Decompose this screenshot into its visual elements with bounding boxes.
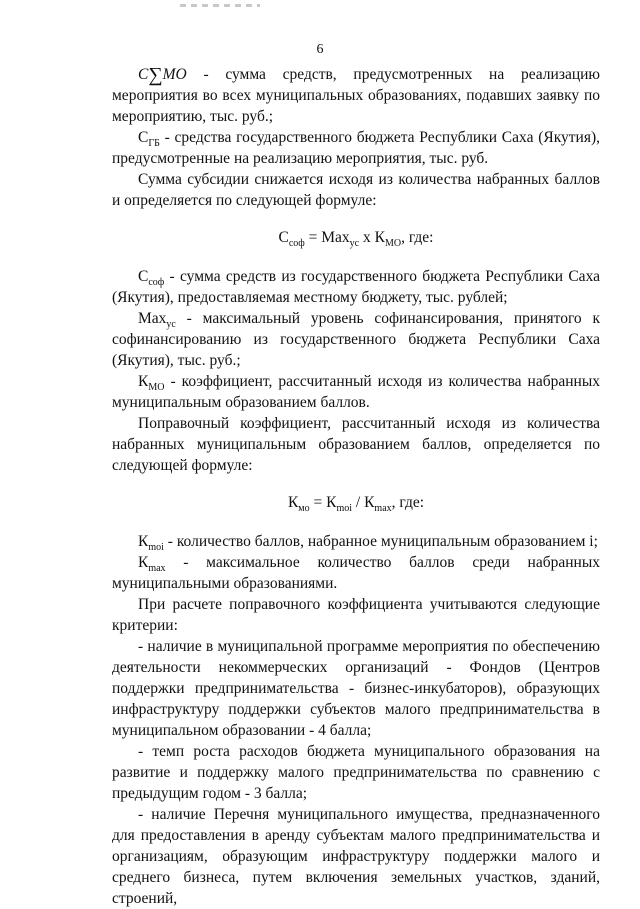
paragraph-csum-mo — [112, 64, 600, 127]
formula-part: = К — [309, 494, 337, 511]
paragraph-criteria-intro: При расчете поправочного коэффициента учитываются следующие критерии: — [112, 596, 600, 634]
document-body — [112, 64, 600, 909]
subscript: мо — [298, 503, 310, 515]
scan-artifact — [180, 4, 260, 7]
subscript: moi — [148, 542, 164, 554]
subscript: ус — [166, 319, 176, 331]
paragraph-text: - сумма средств, предусмотренных на реализацию мероприятия во всех муниципальных образованиях, подавших заявку по мероприятию, тыс. руб.; — [112, 66, 600, 125]
paragraph-criterion-1: - наличие в муниципальной программе мероприятия по обеспечению деятельности некоммерческих организаций - Фондов (Центров поддержки предпринимательства - бизнес-инкубаторов), образующих инфраструктуру поддержки субъектов малого предпринимательства в муниципальном образовании - 4 балла; — [112, 638, 600, 739]
formula-part: x К — [359, 229, 385, 246]
paragraph-maxus-def — [112, 308, 600, 371]
formula-part: , где: — [401, 229, 434, 246]
paragraph-kmoi-def — [112, 531, 600, 552]
formula-part: С — [278, 229, 289, 246]
paragraph-text: - максимальное количество баллов среди набранных муниципальными образованиями. — [112, 554, 600, 592]
formula-part: = Max — [304, 229, 350, 246]
formula-csof — [112, 227, 600, 248]
paragraph-correction-coef: Поправочный коэффициент, рассчитанный исходя из количества набранных муниципальным образованием баллов, определяется по следующей формуле: — [112, 415, 600, 474]
symbol: С — [138, 129, 149, 146]
paragraph-criterion-3: - наличие Перечня муниципального имущества, предназначенного для предоставления в аренду субъектам малого предпринимательства и организациям, образующим инфраструктуру поддержки малого и среднего бизнеса, путем включения земельных участков, зданий, строений, — [112, 806, 600, 907]
subscript: moi — [336, 503, 353, 515]
subscript: соф — [148, 277, 165, 289]
subscript: max — [374, 503, 392, 515]
subscript: МО — [148, 382, 165, 394]
formula-part: К — [287, 494, 299, 511]
paragraph-text: - коэффициент, рассчитанный исходя из количества набранных муниципальным образованием баллов. — [112, 373, 600, 411]
symbol: С — [138, 268, 149, 285]
symbol: К — [138, 373, 149, 390]
subscript: max — [148, 563, 166, 575]
formula-part: , где: — [391, 494, 425, 511]
symbol: C — [138, 66, 149, 83]
formula-part: / К — [352, 494, 375, 511]
paragraph-csof-def — [112, 266, 600, 308]
paragraph-text: - максимальный уровень софинансирования, принятого к софинансированию из государственного бюджета Республики Саха (Якутия), тыс. руб.; — [112, 310, 600, 369]
subscript: ГБ — [148, 138, 160, 150]
page-number: 6 — [316, 42, 324, 57]
paragraph-cgb — [112, 127, 600, 169]
sum-symbol: ∑ — [148, 64, 163, 86]
paragraph-subsidy-reduction: Сумма субсидии снижается исходя из количества набранных баллов и определяется по следующей формуле: — [112, 171, 600, 209]
subscript: соф — [288, 238, 305, 250]
subscript: МО — [384, 238, 402, 250]
paragraph-kmo-def — [112, 371, 600, 413]
paragraph-criterion-2: - темп роста расходов бюджета муниципального образования на развитие и поддержку малого предпринимательства по сравнению с предыдущим годом - 3 балла; — [112, 743, 600, 802]
symbol-suffix: MO — [162, 66, 187, 83]
paragraph-text: - средства государственного бюджета Республики Саха (Якутия), предусмотренные на реализацию мероприятия, тыс. руб. — [112, 129, 600, 167]
paragraph-text: - сумма средств из государственного бюджета Республики Саха (Якутия), предоставляемая местному бюджету, тыс. рублей; — [112, 268, 600, 306]
subscript: ус — [349, 238, 360, 250]
paragraph-kmax-def — [112, 552, 600, 594]
symbol: К — [138, 554, 149, 571]
formula-kmo — [112, 492, 600, 513]
symbol: Max — [138, 310, 167, 327]
symbol: К — [138, 533, 149, 550]
paragraph-text: - количество баллов, набранное муниципальным образованием i; — [163, 533, 598, 550]
